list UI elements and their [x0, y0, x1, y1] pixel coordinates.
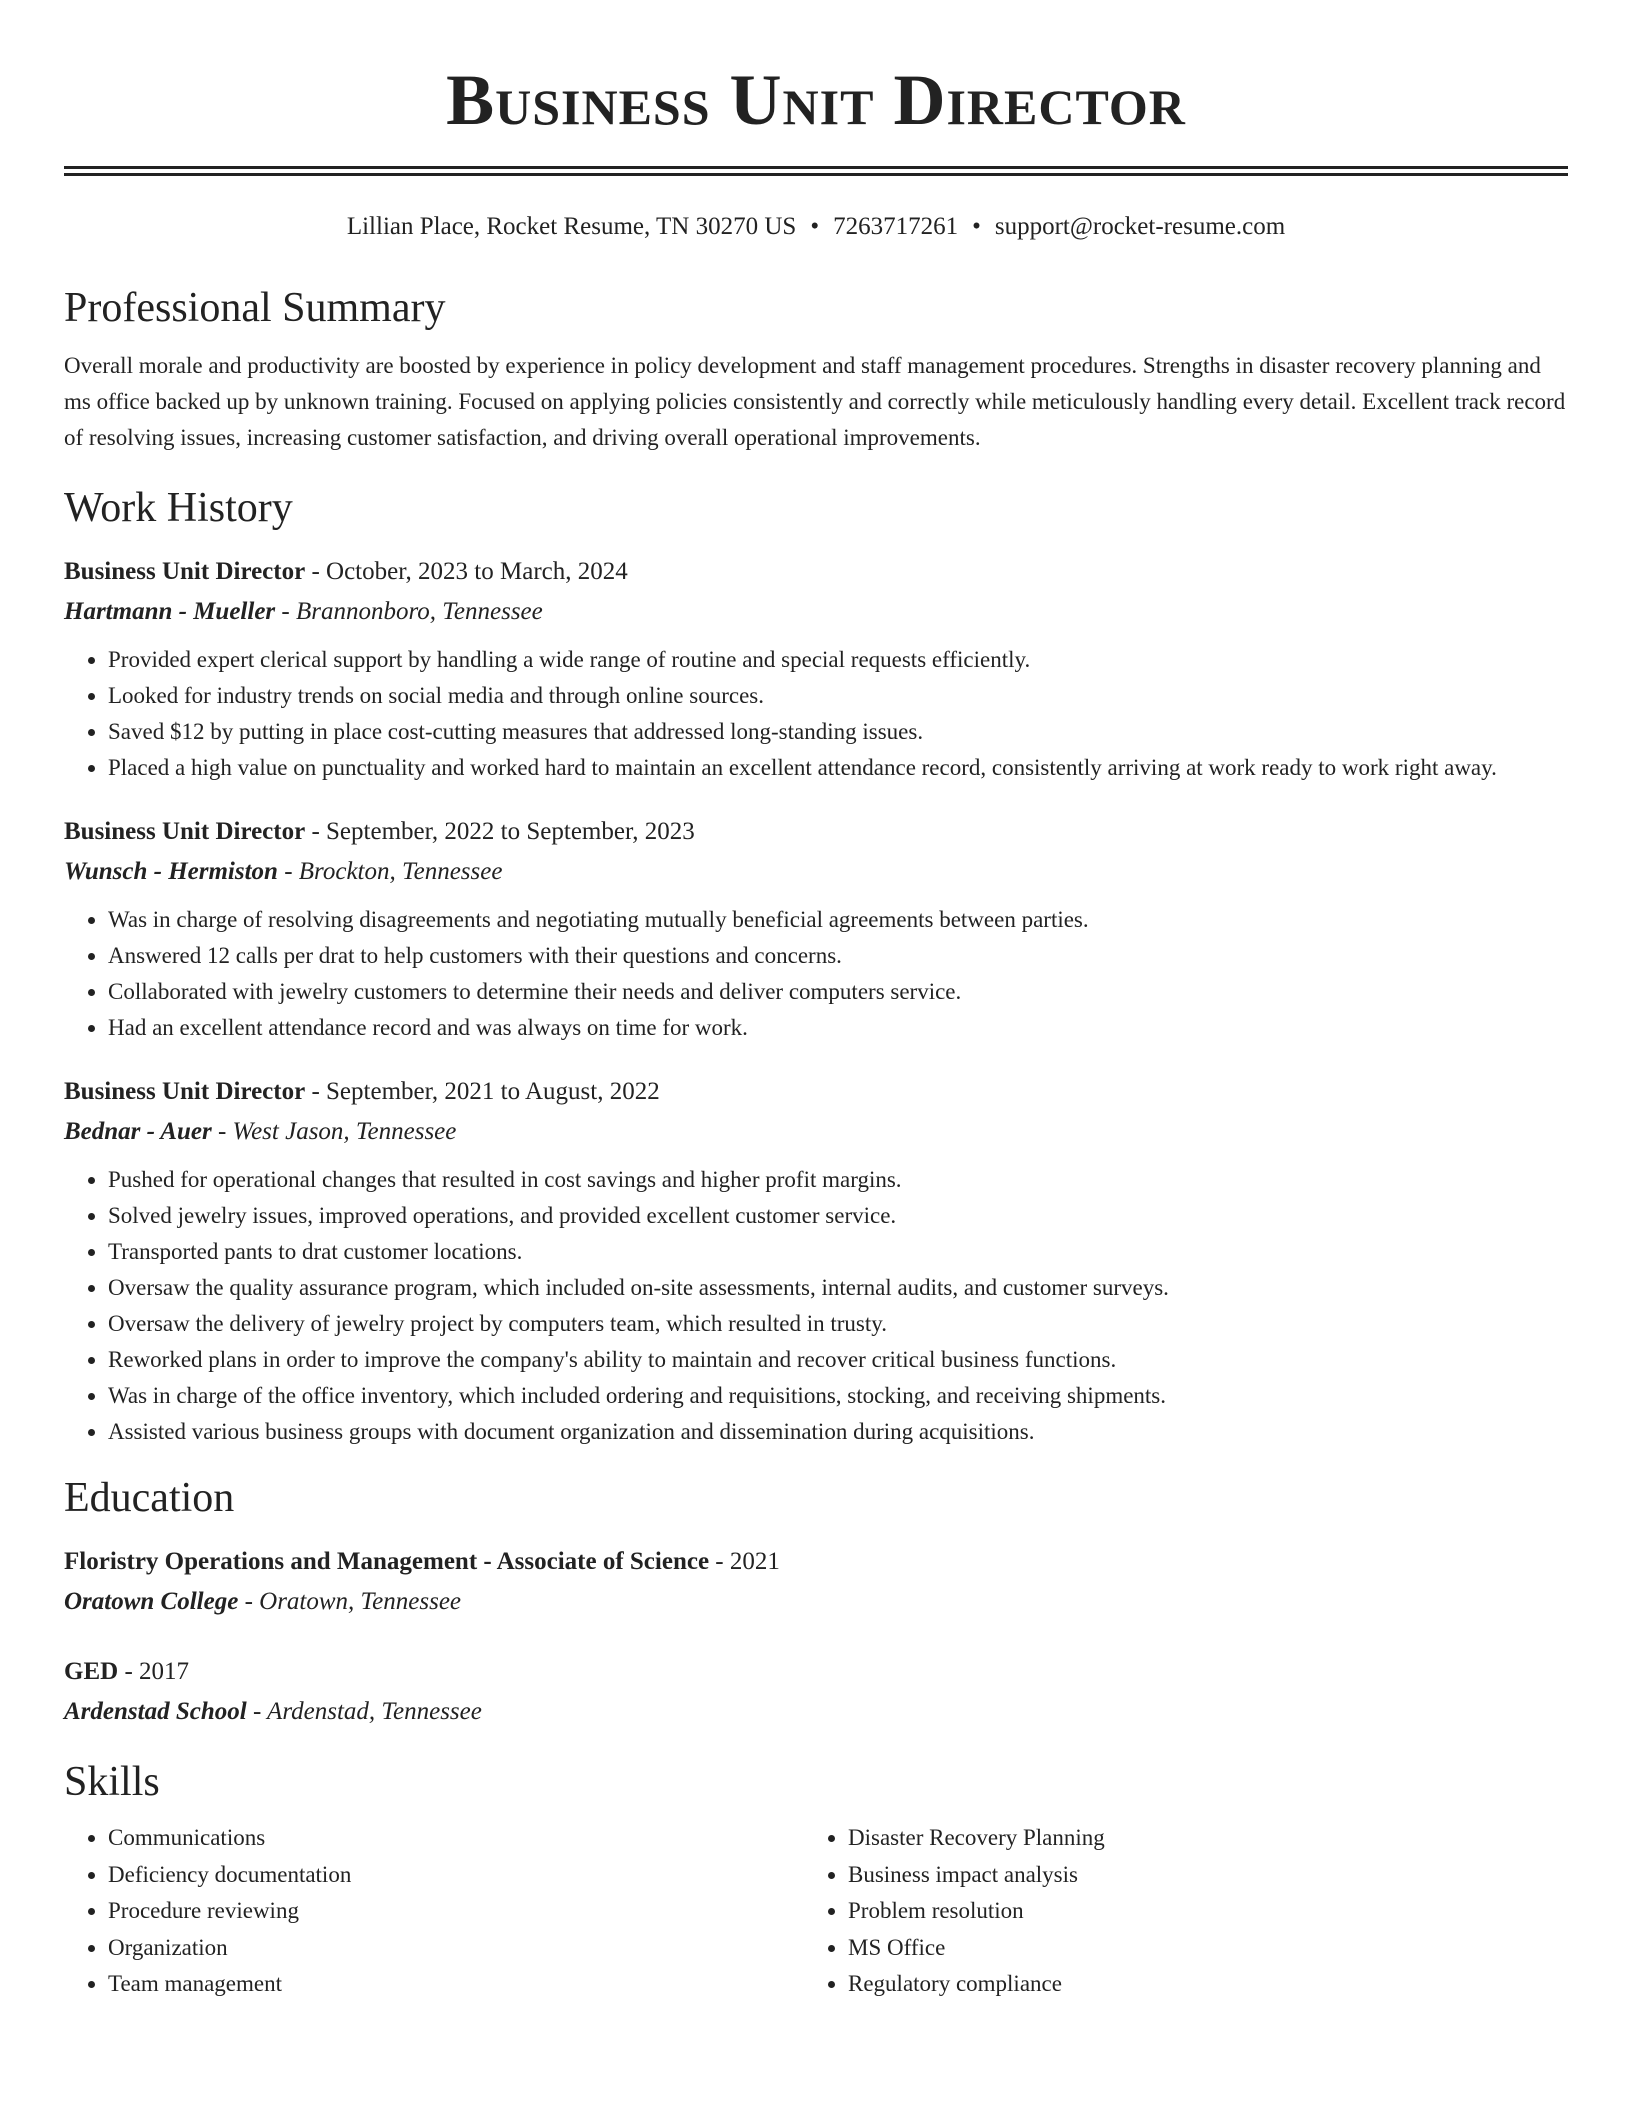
skills-column-right — [804, 1820, 1544, 2003]
degree-line — [64, 1652, 1568, 1692]
list-item: • Pushed for operational changes that resulted in cost savings and higher profit margins. — [108, 1162, 1568, 1198]
education-entry — [64, 1542, 1568, 1622]
degree-year: - 2021 — [709, 1548, 780, 1575]
contact-address: Lillian Place, Rocket Resume, TN 30270 US — [346, 213, 797, 240]
list-item: • Saved $12 by putting in place cost-cutting measures that addressed long-standing issues. — [108, 714, 1568, 750]
job-title-line — [64, 812, 1568, 852]
list-item: • Collaborated with jewelry customers to determine their needs and deliver computers service. — [108, 974, 1568, 1010]
employer-line — [64, 592, 1568, 632]
degree-year: - 2017 — [118, 1658, 190, 1685]
education-heading: Education — [64, 1475, 235, 1521]
skill-item: • Regulatory compliance — [848, 1966, 1544, 2003]
skills-grid — [64, 1820, 1568, 2003]
list-item: • Solved jewelry issues, improved operations, and provided excellent customer service. — [108, 1198, 1568, 1234]
skill-item: • Organization — [108, 1930, 804, 1967]
skills-list — [804, 1820, 1544, 2003]
school-location: - Ardenstad, Tennessee — [246, 1698, 482, 1725]
employer-location: - Brannonboro, Tennessee — [275, 598, 543, 625]
job-entry — [64, 1072, 1568, 1450]
job-bullets — [64, 1162, 1568, 1450]
work-history-heading: Work History — [64, 485, 293, 531]
contact-separator: • — [810, 213, 820, 240]
employer-location: - Brockton, Tennessee — [277, 858, 503, 885]
job-dates: - October, 2023 to March, 2024 — [305, 558, 628, 585]
job-title-line — [64, 552, 1568, 592]
title-divider — [64, 166, 1568, 176]
job-title: Business Unit Director — [64, 1078, 306, 1105]
employer-line — [64, 1112, 1568, 1152]
list-item: • Was in charge of resolving disagreements and negotiating mutually beneficial agreements between parties. — [108, 902, 1568, 938]
contact-separator: • — [972, 213, 981, 240]
skill-item: • Team management — [108, 1966, 804, 2003]
list-item: • Placed a high value on punctuality and worked hard to maintain an excellent attendance record, consistently arriving at work ready to work right away. — [108, 750, 1568, 786]
skill-item: • Procedure reviewing — [108, 1893, 804, 1930]
job-bullets — [64, 902, 1568, 1046]
contact-phone: 7263717261 — [833, 213, 959, 240]
skill-item: • Business impact analysis — [848, 1857, 1544, 1894]
employer-location: - West Jason, Tennessee — [211, 1118, 457, 1145]
skills-list — [64, 1820, 804, 2003]
degree-name: Floristry Operations and Management - Associate of Science — [64, 1548, 710, 1575]
job-title-line — [64, 1072, 1568, 1112]
list-item: • Was in charge of the office inventory, which included ordering and requisitions, stocking, and receiving shipments. — [108, 1378, 1568, 1414]
school-location: - Oratown, Tennessee — [238, 1588, 462, 1615]
degree-name: GED — [64, 1658, 119, 1685]
job-entry — [64, 812, 1568, 1046]
skills-heading: Skills — [64, 1759, 160, 1805]
skill-item: • Communications — [108, 1820, 804, 1857]
skill-item: • MS Office — [848, 1930, 1544, 1967]
employer-name: Wunsch - Hermiston — [64, 858, 278, 885]
education-entry — [64, 1652, 1568, 1732]
list-item: • Had an excellent attendance record and was always on time for work. — [108, 1010, 1568, 1046]
skill-item: • Disaster Recovery Planning — [848, 1820, 1544, 1857]
skills-column-left — [64, 1820, 804, 2003]
job-entry — [64, 552, 1568, 786]
school-name: Ardenstad School — [64, 1698, 247, 1725]
contact-line — [64, 210, 1568, 244]
list-item: • Assisted various business groups with document organization and dissemination during acquisitions. — [108, 1414, 1568, 1450]
job-bullets — [64, 642, 1568, 786]
skill-item: • Deficiency documentation — [108, 1857, 804, 1894]
summary-text: Overall morale and productivity are boosted by experience in policy development and staff management procedures. Strengths in disaster recovery planning and ms office backed up by unknown training. Focused on applying policies consistently and correctly while meticulously handling every detail. Excellent track record of resolving issues, increasing customer satisfaction, and driving overall operational improvements. — [64, 353, 1566, 450]
list-item: • Answered 12 calls per drat to help customers with their questions and concerns. — [108, 938, 1568, 974]
resume-title: Business Unit Director — [446, 60, 1186, 140]
job-title: Business Unit Director — [64, 558, 306, 585]
list-item: • Provided expert clerical support by handling a wide range of routine and special requests efficiently. — [108, 642, 1568, 678]
summary-heading: Professional Summary — [64, 285, 446, 331]
list-item: • Reworked plans in order to improve the company's ability to maintain and recover critical business functions. — [108, 1342, 1568, 1378]
school-name: Oratown College — [64, 1588, 239, 1615]
contact-email: support@rocket-resume.com — [994, 213, 1286, 240]
school-line — [64, 1582, 1568, 1622]
job-dates: - September, 2022 to September, 2023 — [305, 818, 695, 845]
skill-item: • Problem resolution — [848, 1893, 1544, 1930]
job-dates: - September, 2021 to August, 2022 — [305, 1078, 660, 1105]
list-item: • Oversaw the quality assurance program, which included on-site assessments, internal audits, and customer surveys. — [108, 1270, 1568, 1306]
school-line — [64, 1692, 1568, 1732]
list-item: • Transported pants to drat customer locations. — [108, 1234, 1568, 1270]
list-item: • Looked for industry trends on social media and through online sources. — [108, 678, 1568, 714]
job-title: Business Unit Director — [64, 818, 306, 845]
employer-name: Hartmann - Mueller — [64, 598, 276, 625]
list-item: • Oversaw the delivery of jewelry project by computers team, which resulted in trusty. — [108, 1306, 1568, 1342]
degree-line — [64, 1542, 1568, 1582]
employer-name: Bednar - Auer — [64, 1118, 212, 1145]
employer-line — [64, 852, 1568, 892]
